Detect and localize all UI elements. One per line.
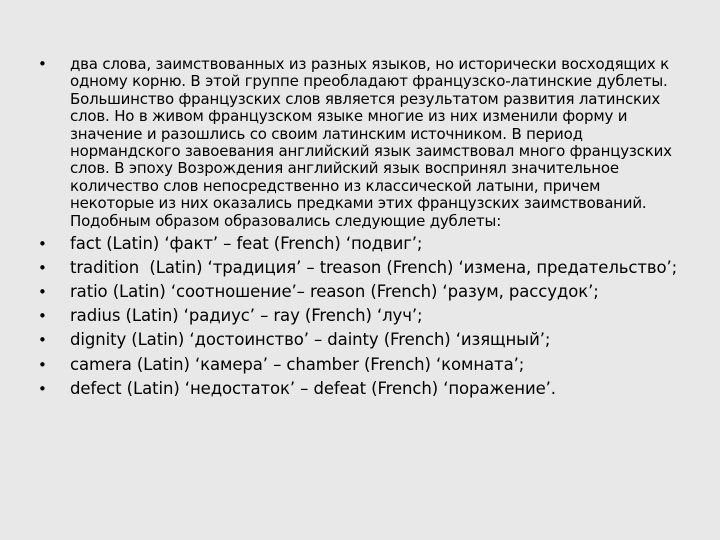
item-text: defect (Latin) ‘недостаток’ – defeat (French) ‘поражение’. <box>70 378 556 398</box>
list-item <box>38 328 672 352</box>
list-item <box>38 56 672 230</box>
bullet-icon: • <box>38 259 47 278</box>
item-text: dignity (Latin) ‘достоинство’ – dainty (French) ‘изящный’; <box>70 330 551 350</box>
list-item <box>38 232 672 256</box>
bullet-icon: • <box>38 55 47 73</box>
list-item <box>38 280 672 304</box>
list-item <box>38 256 678 280</box>
item-text: radius (Latin) ‘радиус’ – ray (French) ‘луч’; <box>70 306 423 326</box>
bullet-icon: • <box>38 355 47 374</box>
item-text: fact (Latin) ‘факт’ – feat (French) ‘подвиг’; <box>70 234 423 254</box>
item-text: camera (Latin) ‘камера’ – chamber (French) ‘комната’; <box>70 354 525 374</box>
bullet-icon: • <box>38 307 47 326</box>
bullet-icon: • <box>38 235 47 254</box>
list-item <box>38 353 672 377</box>
bullet-icon: • <box>38 283 47 302</box>
bullet-list <box>38 55 678 401</box>
item-text: ratio (Latin) ‘соотношение’– reason (French) ‘разум, рассудок’; <box>70 282 599 302</box>
list-item <box>38 377 672 401</box>
bullet-icon: • <box>38 379 47 398</box>
item-text: tradition (Latin) ‘традиция’ – treason (French) ‘измена, предательство’; <box>70 258 678 278</box>
item-text: два слова, заимствованных из разных языков, но исторически восходящих к одному корню. В этой группе преобладают французско-латинские дублеты. Большинство французских слов является результатом развития латинских слов. Но в живом французском языке многие из них изменили форму и значение и разошлись со своим латинским источником. В период нормандского завоевания английский язык заимствовал много французских слов. В эпоху Возрождения английский язык воспринял значительное количество слов непосредственно из классической латыни, причем некоторые из них оказались предками этих французских заимствований. Подобным образом образовались следующие дублеты: <box>70 55 672 230</box>
bullet-icon: • <box>38 331 47 350</box>
list-item <box>38 304 672 328</box>
